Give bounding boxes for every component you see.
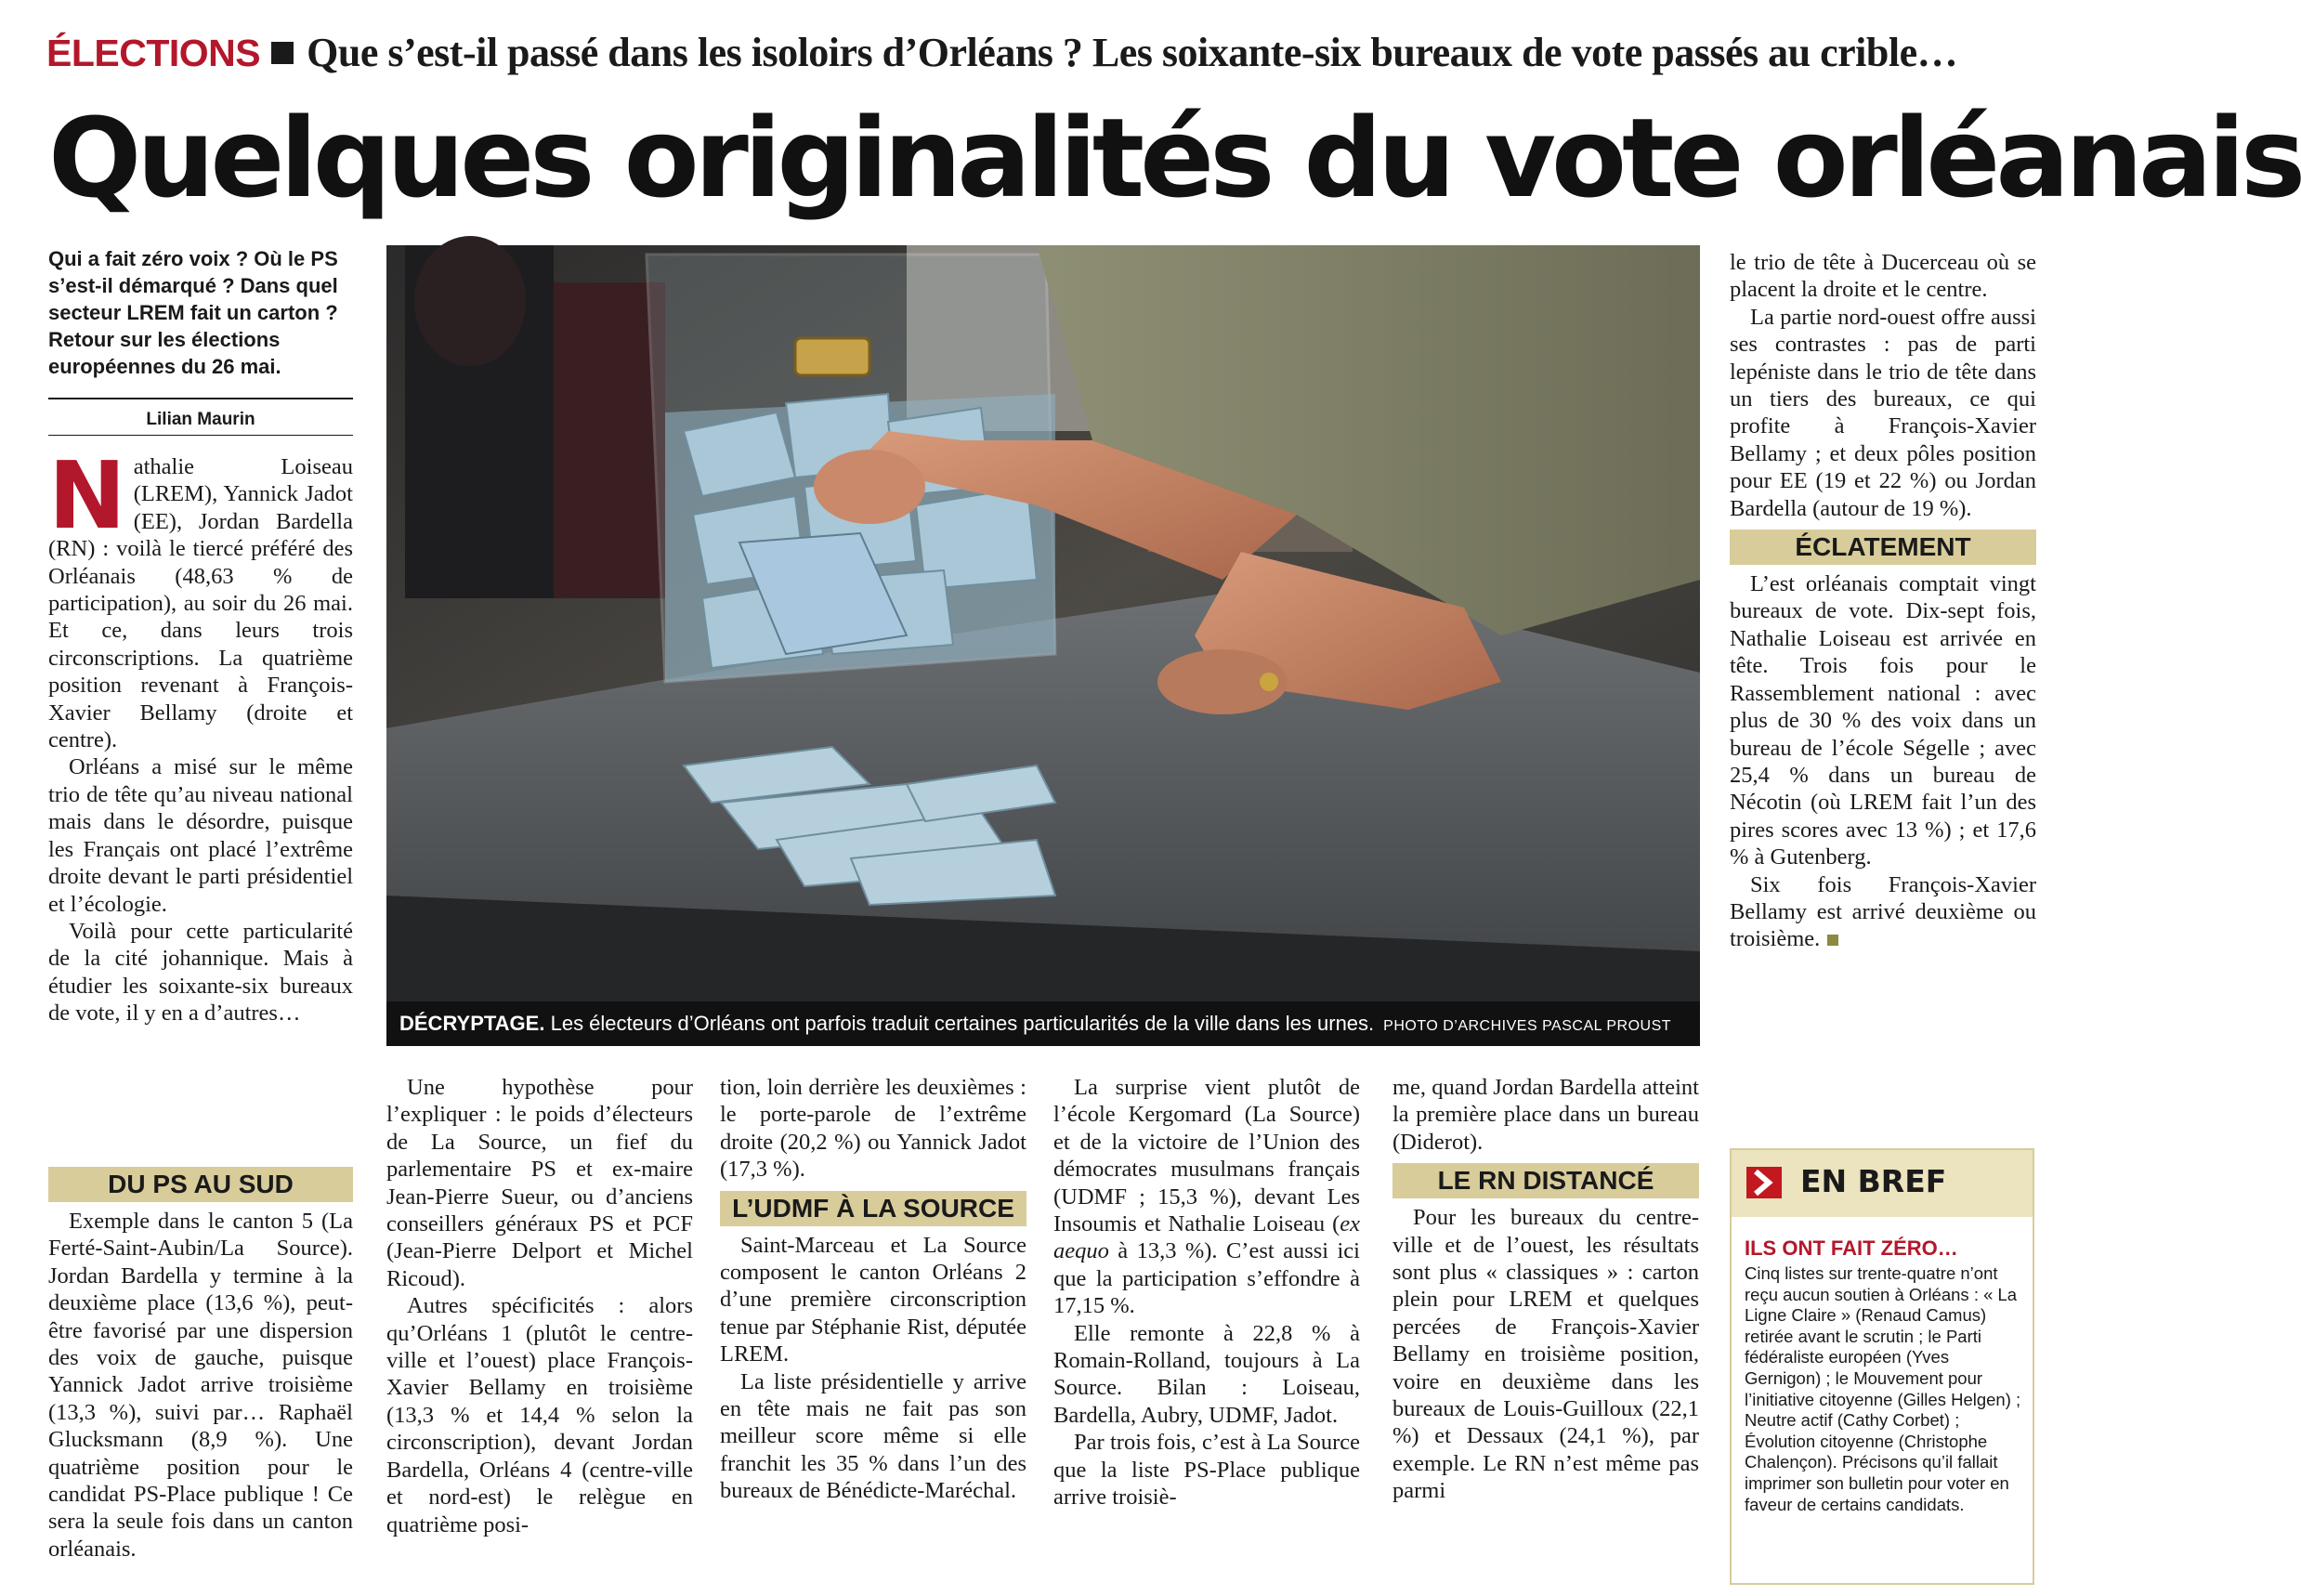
text-span: Six fois François-Xavier Bellamy est arrivé deuxième ou troisième. <box>1730 871 2036 952</box>
ballot-box-illustration <box>386 245 1700 1007</box>
article-column-1-bottom <box>48 1159 353 1563</box>
paragraph: Elle remonte à 22,8 % à Romain-Rolland, toujours à La Source. Bilan : Loiseau, Bardella, Aubry, UDMF, Jadot. <box>1053 1320 1360 1428</box>
italic-text: ex aequo <box>1053 1211 1360 1264</box>
article-column-5 <box>1392 1074 1699 1505</box>
caption-label: DÉCRYPTAGE. <box>399 1012 545 1035</box>
divider <box>48 398 353 399</box>
paragraph: le trio de tête à Ducerceau où se placent la droite et le centre. <box>1730 250 2036 303</box>
paragraph: Saint-Marceau et La Source composent le canton Orléans 2 d’une première circonscription tenue par Stéphanie Rist, députée LREM. <box>720 1232 1026 1367</box>
sidebar-text: Cinq listes sur trente-quatre n’ont reçu aucun soutien à Orléans : « La Ligne Claire » (Renaud Camus) retirée avant le scrutin ; le Parti fédéraliste européen (Yves Gernigon) ; le Mouvement pour l’initiative citoyenne (Gilles Helgen) ; Neutre actif (Cathy Corbet) ; Évolution citoyenne (Christophe Chalençon). Précisons qu’il fallait imprimer son bulletin pour voter en faveur de certains candidats. <box>1745 1263 2021 1514</box>
paragraph <box>1053 1074 1360 1320</box>
subheading: LE RN DISTANCÉ <box>1392 1163 1699 1198</box>
paragraph: me, quand Jordan Bardella atteint la première place dans un bureau (Diderot). <box>1392 1075 1699 1155</box>
sidebar-title: EN BREF <box>1800 1163 1947 1199</box>
photo-ballot-box <box>386 245 1700 1007</box>
paragraph: tion, loin derrière les deuxièmes : le porte-parole de l’extrême droite (20,2 %) ou Yannick Jadot (17,3 %). <box>720 1075 1026 1183</box>
paragraph: La liste présidentielle y arrive en tête mais ne fait pas son meilleur score même si elle franchit les 35 % dans l’un des bureaux de Bénédicte-Maréchal. <box>720 1368 1026 1504</box>
divider <box>48 435 353 436</box>
square-bullet-icon <box>271 42 294 64</box>
paragraph: Exemple dans le canton 5 (La Ferté-Saint-Aubin/La Source). Jordan Bardella y termine à la deuxième place (13,6 %), peut-être favorisé par une dispersion des voix de gauche, puisque Yannick Jadot arrive troisième (13,3 %), suivi par… Raphaël Glucksmann (8,9 %). Une quatrième position pour le candidat PS-Place publique ! Ce sera la seule fois dans un canton orléanais. <box>48 1209 353 1562</box>
paragraph: Une hypothèse pour l’expliquer : le poids d’électeurs de La Source, un fief du parlementaire PS et ex-maire Jean-Pierre Sueur, ou d’anciens conseillers généraux PS et PCF (Jean-Pierre Delport et Michel Ricoud). <box>386 1075 693 1291</box>
paragraph: Pour les bureaux du centre-ville et de l’ouest, les résultats sont plus « classiques » : carton plein pour LREM et quelques percées de François-Xavier Bellamy en troisième position, voire en deuxième dans les bureaux de Louis-Guilloux (22,1 %) et Dessaux (24,1 %), par exemple. Le RN n’est même pas parmi <box>1392 1205 1699 1504</box>
kicker <box>46 24 2053 82</box>
section-label: ÉLECTIONS <box>46 32 261 74</box>
text-span: à 13,3 %). C’est aussi ici que la participation s’effondre à 17,15 %. <box>1053 1238 1360 1319</box>
article-column-4 <box>1053 1074 1360 1511</box>
photo-caption <box>386 1001 1700 1046</box>
paragraph: athalie Loiseau (LREM), Yannick Jadot (EE), Jordan Bardella (RN) : voilà le tiercé préféré des Orléanais (48,63 % de participation), au soir du 26 mai. Et ce, dans leurs trois circonscriptions. La quatrième position revenant à François-Xavier Bellamy (droite et centre). <box>48 454 353 753</box>
end-mark-icon <box>1827 935 1838 946</box>
author-byline: Lilian Maurin <box>146 410 255 429</box>
paragraph: Voilà pour cette particularité de la cité johannique. Mais à étudier les soixante-six bureaux de vote, il y en a d’autres… <box>48 918 353 1027</box>
subheading: ÉCLATEMENT <box>1730 530 2036 565</box>
article-column-2 <box>386 1074 693 1538</box>
paragraph: Par trois fois, c’est à La Source que la liste PS-Place publique arrive troisiè- <box>1053 1430 1360 1511</box>
caption-text: Les électeurs d’Orléans ont parfois traduit certaines particularités de la ville dans les urnes. <box>550 1012 1375 1035</box>
paragraph: Orléans a misé sur le même trio de tête qu’au niveau national mais dans le désordre, puisque les Français ont placé l’extrême droite devant le parti présidentiel et l’écologie. <box>48 754 353 917</box>
arrow-right-icon <box>1746 1167 1782 1198</box>
lead-paragraph: Qui a fait zéro voix ? Où le PS s’est-il démarqué ? Dans quel secteur LREM fait un carton ? Retour sur les élections européennes du 26 mai. <box>48 247 338 378</box>
article-column-6 <box>1730 249 2036 953</box>
photo-credit: PHOTO D’ARCHIVES PASCAL PROUST <box>1383 1018 1672 1034</box>
drop-cap: N <box>48 441 126 550</box>
subheading: DU PS AU SUD <box>48 1167 353 1202</box>
paragraph: La partie nord-ouest offre aussi ses contrastes : pas de parti lepéniste dans le trio de tête dans un tiers des bureaux, ce qui profite à François-Xavier Bellamy ; et deux pôles position pour EE (19 et 22 %) ou Jordan Bardella (autour de 19 %). <box>1730 304 2036 521</box>
paragraph: Autres spécificités : alors qu’Orléans 1 (plutôt le centre-ville et l’ouest) place François-Xavier Bellamy en troisième (13,3 % et 14,4 % selon la circonscription), devant Jordan Bardella, Orléans 4 (centre-ville et nord-est) le relègue en quatrième posi- <box>386 1293 693 1537</box>
kicker-text: Que s’est-il passé dans les isoloirs d’Orléans ? Les soixante-six bureaux de vote passés au crible… <box>307 30 1958 75</box>
article-column-3 <box>720 1074 1026 1505</box>
subheading: L’UDMF À LA SOURCE <box>720 1191 1026 1226</box>
paragraph: L’est orléanais comptait vingt bureaux de vote. Dix-sept fois, Nathalie Loiseau est arrivée en tête. Trois fois pour le Rassemblement national : avec plus de 30 % des voix dans un bureau de l’école Ségelle ; avec 25,4 % dans un bureau de Nécotin (où LREM fait l’un des pires scores avec 13 %) ; et 17,6 % à Gutenberg. <box>1730 571 2036 870</box>
paragraph <box>1730 871 2036 953</box>
text-span: La surprise vient plutôt de l’école Kergomard (La Source) et de la victoire de l’Union des démocrates musulmans français (UDMF ; 15,3 %), devant Les Insoumis et Nathalie Loiseau ( <box>1053 1075 1360 1237</box>
headline: Quelques originalités du vote orléanais <box>48 94 2301 222</box>
sidebar-subtitle: ILS ONT FAIT ZÉRO… <box>1745 1236 1958 1260</box>
article-column-1 <box>48 441 353 1027</box>
